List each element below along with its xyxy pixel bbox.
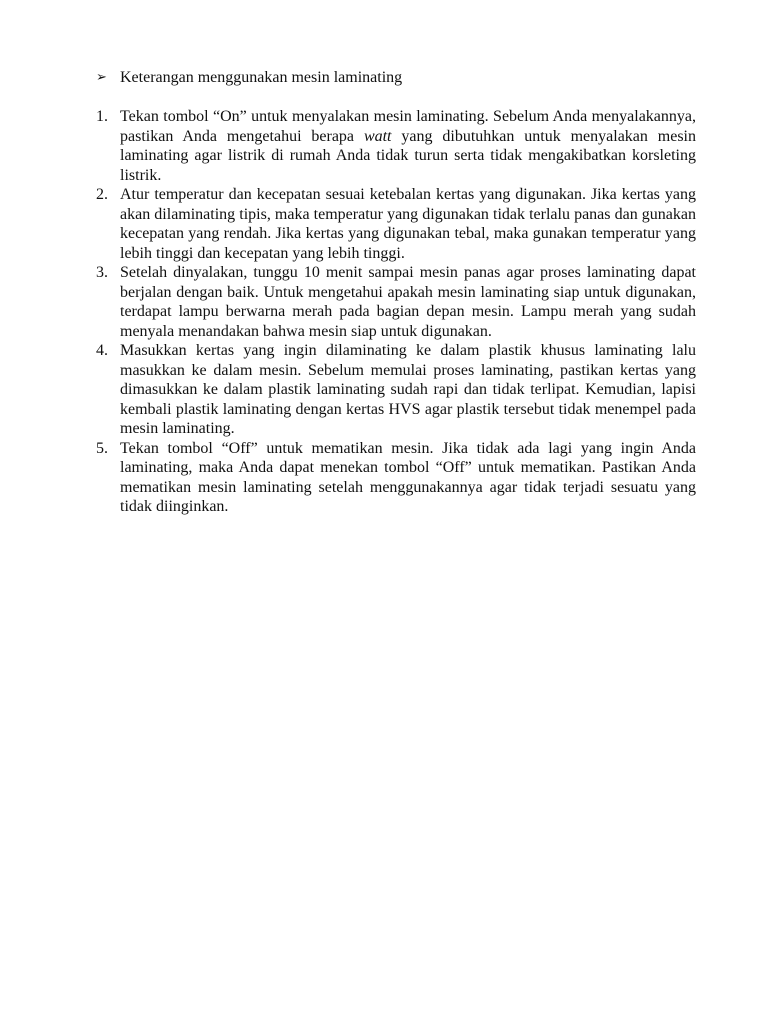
step-number: 1. [96,108,108,125]
step-number: 3. [96,264,108,281]
list-item [96,439,696,517]
step-text [120,107,696,185]
step-text: Masukkan kertas yang ingin dilaminating ke dalam plastik khusus laminating lalu masukkan ke dalam mesin. Sebelum memulai proses laminating, pastikan kertas yang dimasukkan ke dalam plastik laminating sudah rapi dan tidak terlipat. Kemudian, lapisi kembali plastik laminating dengan kertas HVS agar plastik tersebut tidak menempel pada mesin laminating. [120,342,696,437]
step-text: Tekan tombol “Off” untuk mematikan mesin. Jika tidak ada lagi yang ingin Anda laminating, maka Anda dapat menekan tombol “Off” untuk mematikan. Pastikan Anda mematikan mesin laminating setelah menggunakannya agar tidak terjadi sesuatu yang tidak diinginkan. [120,439,696,515]
arrow-bullet-icon: ➢ [96,70,107,85]
step-text: Setelah dinyalakan, tunggu 10 menit sampai mesin panas agar proses laminating dapat berjalan dengan baik. Untuk mengetahui apakah mesin laminating siap untuk digunakan, terdapat lampu berwarna merah pada bagian depan mesin. Lampu merah yang sudah menyala menandakan bahwa mesin siap untuk digunakan. [120,264,696,340]
list-item [96,263,696,341]
section-heading [96,68,696,88]
list-item [96,185,696,263]
list-item [96,107,696,185]
list-item [96,341,696,439]
section-heading-text: Keterangan menggunakan mesin laminating [120,69,403,86]
step-number: 5. [96,439,108,457]
step-text-part: yang dibutuhkan untuk menyalakan mesin laminating agar listrik di rumah Anda tidak turun serta tidak mengakibatkan korsleting listrik. [120,127,696,184]
step-text-part: Tekan tombol “On” untuk menyalakan mesin laminating. Sebelum Anda menyalakannya, pastikan Anda mengetahui berapa [120,108,696,145]
step-number: 4. [96,342,108,359]
step-text-italic: watt [363,127,392,145]
step-number: 2. [96,186,108,203]
steps-list [96,107,696,517]
step-text: Atur temperatur dan kecepatan sesuai ketebalan kertas yang digunakan. Jika kertas yang akan dilaminating tipis, maka temperatur yang digunakan tidak terlalu panas dan gunakan kecepatan yang rendah. Jika kertas yang digunakan tebal, maka gunakan temperatur yang lebih tinggi dan kecepatan yang lebih tinggi. [120,186,696,262]
